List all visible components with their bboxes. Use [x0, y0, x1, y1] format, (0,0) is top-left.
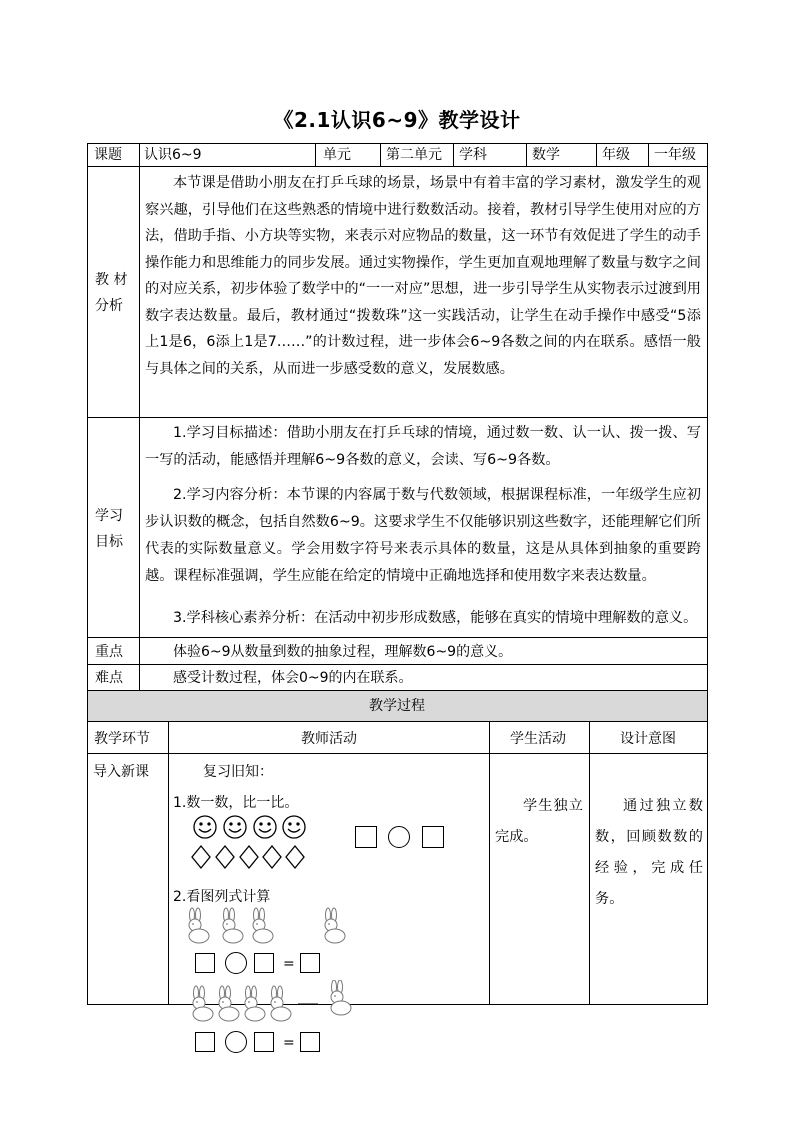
rabbits-group-2: [182, 980, 357, 1024]
rabbit-icon: [271, 986, 291, 1021]
equals-sign: =: [283, 956, 295, 972]
column-header-stage: 教学环节: [94, 731, 150, 747]
equation-square: [300, 953, 320, 973]
key-point-label: 重点: [95, 644, 123, 660]
table-border: [87, 417, 708, 418]
table-border: [315, 143, 316, 166]
grade-value: 一年级: [654, 147, 696, 163]
student-activity-text: 学生独立完成。: [495, 798, 583, 845]
rabbit-icon: [193, 986, 213, 1021]
diamond-icon: [192, 846, 210, 868]
analysis-label-2: 分析: [95, 298, 123, 314]
equation-square: [300, 1032, 320, 1052]
answer-square: [355, 826, 377, 848]
topic-label: 课题: [94, 147, 122, 163]
table-border: [453, 143, 454, 166]
table-border: [526, 143, 527, 166]
table-border: [87, 166, 708, 167]
task-2-label: 2.看图列式计算: [173, 889, 271, 905]
grade-label: 年级: [602, 147, 630, 163]
table-border: [489, 721, 490, 1005]
stage-label: 导入新课: [93, 764, 149, 780]
rabbit-icon: [189, 908, 209, 943]
table-border: [596, 143, 597, 166]
column-header-teacher: 教师活动: [301, 731, 357, 747]
table-border: [87, 721, 708, 722]
equals-sign: =: [283, 1035, 295, 1051]
smiley-faces-group: [192, 814, 310, 842]
equation-square: [254, 953, 274, 973]
column-header-intent: 设计意图: [620, 731, 676, 747]
subject-value: 数学: [532, 147, 560, 163]
column-header-student: 学生活动: [510, 731, 566, 747]
goal-item-2: 2.学习内容分析：本节课的内容属于数与代数领域，根据课程标准，一年级学生应初步认识数的概念，包括自然数6~9。这要求学生不仅能够识别这些数字，还能理解它们所代表的实际数量意义。学会用数字符号来表示具体的数量，这是从具体到抽象的重要跨越。课程标准强调，学生应能在给定的情境中正确地选择和使用数字来表达数量。: [145, 487, 701, 584]
analysis-label: 教 材: [95, 272, 128, 288]
process-header: 教学过程: [369, 698, 425, 714]
table-border: [87, 690, 88, 1005]
diamond-icon: [286, 846, 304, 868]
answer-circle: [388, 826, 410, 848]
goal-item-3: 3.学科核心素养分析：在活动中初步形成数感，能够在真实的情境中理解数的意义。: [173, 610, 698, 626]
table-border: [589, 721, 590, 1005]
equation-circle: [225, 1031, 247, 1053]
answer-square: [422, 826, 444, 848]
difficulty-text: 感受计数过程，体会0~9的内在联系。: [173, 670, 413, 686]
table-border: [380, 143, 381, 166]
rabbit-icon: [245, 986, 265, 1021]
key-point-text: 体验6~9从数量到数的抽象过程，理解数6~9的意义。: [173, 644, 513, 660]
topic-value: 认识6~9: [144, 147, 202, 163]
table-border: [87, 143, 88, 690]
smiley-face-icon: [254, 816, 276, 838]
goals-label-2: 目标: [95, 534, 123, 550]
diamond-icon: [240, 846, 258, 868]
table-border: [87, 143, 708, 144]
table-border: [139, 143, 140, 690]
rabbit-icon: [219, 986, 239, 1021]
table-border: [648, 143, 649, 166]
diamonds-group: [191, 844, 307, 870]
table-border: [87, 1004, 708, 1005]
equation-square: [195, 953, 215, 973]
table-border: [707, 143, 708, 690]
unit-value: 第二单元: [386, 147, 442, 163]
diamond-icon: [216, 846, 234, 868]
review-label: 复习旧知：: [203, 764, 273, 780]
task-1-label: 1.数一数，比一比。: [173, 795, 299, 811]
table-border: [87, 664, 708, 665]
design-intent-text: 通过独立数数，回顾数数的经验，完成任务。: [595, 798, 703, 907]
table-border: [168, 721, 169, 1005]
table-border: [87, 637, 708, 638]
diamond-icon: [263, 846, 281, 868]
rabbit-icon: [331, 980, 351, 1015]
subject-label: 学科: [459, 147, 487, 163]
rabbit-icon: [223, 908, 243, 943]
smiley-face-icon: [224, 816, 246, 838]
rabbit-icon: [325, 908, 345, 943]
rabbit-icon: [253, 908, 273, 943]
analysis-text: 本节课是借助小朋友在打乒乓球的场景，场景中有着丰富的学习素材，激发学生的观察兴趣，引导他们在这些熟悉的情境中进行数数活动。接着，教材引导学生使用对应的方法，借助手指、小方块等实物，来表示对应物品的数量，这一环节有效促进了学生的动手操作能力和思维能力的同步发展。通过实物操作，学生更加直观地理解了数量与数字之间的对应关系，初步体验了数学中的“一一对应”思想，进一步引导学生从实物表示过渡到用数字表达数量。最后，教材通过“拨数珠”这一实践活动，让学生在动手操作中感受“5添上1是6，6添上1是7……”的计数过程，进一步体会6~9各数之间的内在联系。感悟一般与具体之间的关系，从而进一步感受数的意义，发展数感。: [145, 175, 701, 377]
table-border: [87, 753, 708, 754]
smiley-face-icon: [194, 816, 216, 838]
equation-square: [254, 1032, 274, 1052]
unit-label: 单元: [323, 147, 351, 163]
rabbits-group-1: [182, 906, 352, 946]
goals-label: 学习: [95, 508, 123, 524]
difficulty-label: 难点: [95, 670, 123, 686]
table-border: [707, 690, 708, 1005]
equation-circle: [225, 952, 247, 974]
goal-item-1: 1.学习目标描述：借助小朋友在打乒乓球的情境，通过数一数、认一认、拨一拨、写一写的活动，能感悟并理解6~9各数的意义，会读、写6~9各数。: [145, 425, 701, 468]
smiley-face-icon: [283, 816, 305, 838]
equation-square: [195, 1032, 215, 1052]
page-title: 《2.1认识6~9》教学设计: [273, 108, 521, 132]
